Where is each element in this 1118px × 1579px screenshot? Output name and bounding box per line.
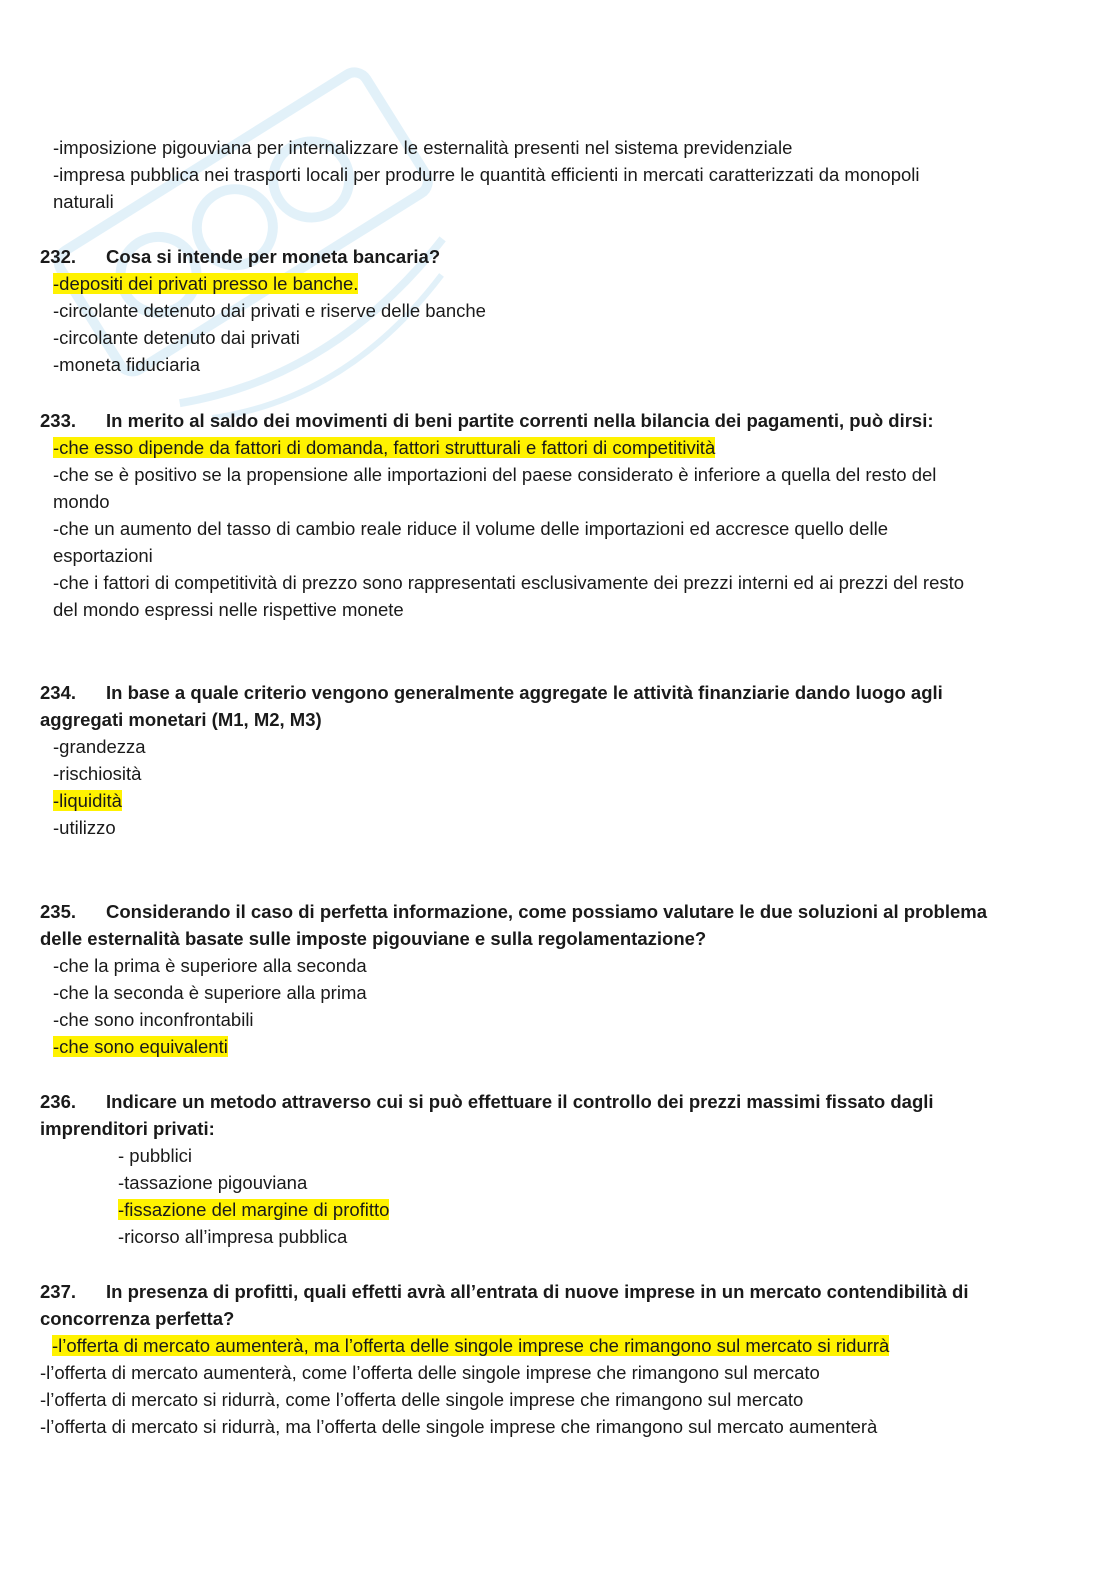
question-text: Considerando il caso di perfetta informazione, come possiamo valutare le due soluzioni al problema xyxy=(106,901,987,922)
question-number: 235. xyxy=(40,901,77,922)
question-235 xyxy=(40,898,987,925)
answer-correct: -liquidità xyxy=(53,790,122,811)
question-number: 237. xyxy=(40,1281,77,1302)
answer-option: -grandezza xyxy=(53,736,146,757)
question-237 xyxy=(40,1278,968,1305)
answer-option: -circolante detenuto dai privati xyxy=(53,327,300,348)
answer-option: mondo xyxy=(53,491,110,512)
intro-line: -imposizione pigouviana per internalizzare le esternalità presenti nel sistema previdenziale xyxy=(53,137,793,158)
question-233 xyxy=(40,407,934,434)
answer-correct: -l’offerta di mercato aumenterà, ma l’offerta delle singole imprese che rimangono sul mercato si ridurrà xyxy=(52,1335,890,1356)
question-text: concorrenza perfetta? xyxy=(40,1308,235,1329)
answer-correct: -fissazione del margine di profitto xyxy=(118,1199,390,1220)
question-236 xyxy=(40,1088,934,1115)
question-text: In base a quale criterio vengono generalmente aggregate le attività finanziarie dando luogo agli xyxy=(106,682,943,703)
question-text: Indicare un metodo attraverso cui si può effettuare il controllo dei prezzi massimi fissato dagli xyxy=(106,1091,934,1112)
question-232 xyxy=(40,243,440,270)
answer-option: -che sono inconfrontabili xyxy=(53,1009,254,1030)
answer-correct: -che esso dipende da fattori di domanda, fattori strutturali e fattori di competitività xyxy=(53,437,716,458)
answer-option: -che i fattori di competitività di prezzo sono rappresentati esclusivamente dei prezzi interni ed ai prezzi del resto xyxy=(53,572,965,593)
answer-correct: -che sono equivalenti xyxy=(53,1036,228,1057)
question-number: 232. xyxy=(40,246,77,267)
question-number: 234. xyxy=(40,682,77,703)
question-text: delle esternalità basate sulle imposte pigouviane e sulla regolamentazione? xyxy=(40,928,707,949)
answer-option: -moneta fiduciaria xyxy=(53,354,201,375)
answer-correct: -depositi dei privati presso le banche. xyxy=(53,273,359,294)
answer-option: esportazioni xyxy=(53,545,153,566)
question-text: aggregati monetari (M1, M2, M3) xyxy=(40,709,322,730)
question-text: In presenza di profitti, quali effetti avrà all’entrata di nuove imprese in un mercato contendibilità di xyxy=(106,1281,969,1302)
answer-option: -l’offerta di mercato si ridurrà, ma l’offerta delle singole imprese che rimangono sul mercato aumenterà xyxy=(40,1416,878,1437)
question-number: 236. xyxy=(40,1091,77,1112)
answer-option: -tassazione pigouviana xyxy=(118,1172,308,1193)
answer-option: -che la seconda è superiore alla prima xyxy=(53,982,367,1003)
question-text: In merito al saldo dei movimenti di beni partite correnti nella bilancia dei pagamenti, può dirsi: xyxy=(106,410,934,431)
answer-option: -rischiosità xyxy=(53,763,142,784)
intro-line: -impresa pubblica nei trasporti locali per produrre le quantità efficienti in mercati caratterizzati da monopoli xyxy=(53,164,920,185)
intro-line: naturali xyxy=(53,191,114,212)
answer-option: -l’offerta di mercato si ridurrà, come l’offerta delle singole imprese che rimangono sul mercato xyxy=(40,1389,804,1410)
question-text: imprenditori privati: xyxy=(40,1118,215,1139)
answer-option: -che un aumento del tasso di cambio reale riduce il volume delle importazioni ed accresce quello delle xyxy=(53,518,889,539)
answer-option: -circolante detenuto dai privati e riserve delle banche xyxy=(53,300,486,321)
question-text: Cosa si intende per moneta bancaria? xyxy=(106,246,441,267)
answer-option: del mondo espressi nelle rispettive monete xyxy=(53,599,404,620)
answer-option: - pubblici xyxy=(118,1145,193,1166)
answer-option: -l’offerta di mercato aumenterà, come l’offerta delle singole imprese che rimangono sul mercato xyxy=(40,1362,820,1383)
answer-option: -che la prima è superiore alla seconda xyxy=(53,955,367,976)
question-number: 233. xyxy=(40,410,77,431)
answer-option: -che se è positivo se la propensione alle importazioni del paese considerato è inferiore a quella del resto del xyxy=(53,464,937,485)
question-234 xyxy=(40,679,943,706)
answer-option: -utilizzo xyxy=(53,817,116,838)
answer-option: -ricorso all’impresa pubblica xyxy=(118,1226,348,1247)
